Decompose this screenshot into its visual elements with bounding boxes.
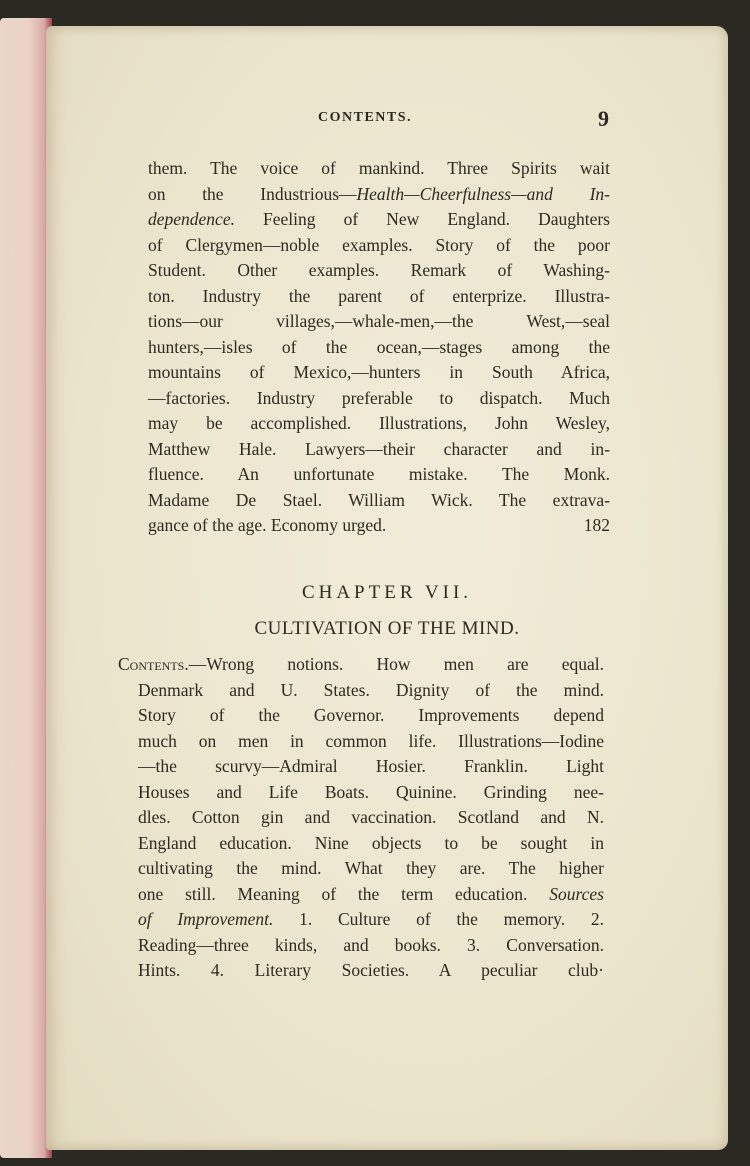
left-page-edge: [0, 18, 52, 1158]
text-line: Houses and Life Boats. Quinine. Grinding nee-: [138, 781, 604, 802]
text-line: —factories. Industry preferable to dispatch. Much: [148, 387, 610, 408]
text-line: —the scurvy—Admiral Hosier. Franklin. Light: [138, 756, 604, 776]
text-line: Denmark and U. States. Dignity of the mind.: [138, 679, 604, 700]
text-line: hunters,—isles of the ocean,—stages among the: [148, 336, 610, 357]
text-line: may be accomplished. Illustrations, John Wesley,: [148, 413, 610, 433]
chapter-title: CHAPTER VII.: [301, 582, 473, 603]
text-line: of Clergymen—noble examples. Story of the poor: [148, 234, 610, 255]
text-line: mountains of Mexico,—hunters in South Africa,: [148, 362, 610, 382]
book-page: [46, 26, 728, 1150]
text-line: Reading—three kinds, and books. 3. Conversation.: [138, 934, 604, 955]
text-line: them. The voice of mankind. Three Spirits wait: [148, 158, 610, 178]
text-line: Hints. 4. Literary Societies. A peculiar club·: [138, 960, 604, 980]
text-line: much on men in common life. Illustrations—Iodine: [138, 730, 604, 751]
text-line: of Improvement. 1. Culture of the memory. 2.: [138, 909, 604, 929]
page-reference: 182: [583, 515, 610, 535]
chapter-contents: [118, 652, 604, 678]
previous-chapter-contents: [148, 156, 610, 539]
text-line: one still. Meaning of the term education. Sources: [138, 883, 604, 904]
text-line: Contents.—Wrong notions. How men are equal.: [118, 654, 604, 674]
text-line: England education. Nine objects to be sought in: [138, 832, 604, 853]
text-line: tions—our villages,—whale-men,—the West,—seal: [148, 311, 610, 331]
chapter-subtitle: CULTIVATION OF THE MIND.: [254, 618, 520, 639]
text-line: dependence. Feeling of New England. Daughters: [148, 209, 610, 229]
text-line: Matthew Hale. Lawyers—their character and in-: [148, 438, 610, 459]
text-line: on the Industrious—Health—Cheerfulness—and In-: [148, 183, 610, 204]
page-number: 9: [598, 106, 609, 131]
text-line: ton. Industry the parent of enterprize. Illustra-: [148, 285, 610, 306]
running-title: CONTENTS.: [318, 110, 413, 125]
chapter-contents-indented: [138, 678, 604, 984]
text-line: cultivating the mind. What they are. The higher: [138, 858, 604, 878]
text-line: dles. Cotton gin and vaccination. Scotland and N.: [138, 807, 604, 827]
text-line: fluence. An unfortunate mistake. The Monk.: [148, 464, 610, 484]
text-line: gance of the age. Economy urged. 182: [148, 513, 610, 539]
contents-label: Contents.: [118, 654, 189, 674]
text-line: Madame De Stael. William Wick. The extrava-: [148, 489, 610, 510]
text-line: Story of the Governor. Improvements depend: [138, 705, 604, 725]
text-line: Student. Other examples. Remark of Washing-: [148, 260, 610, 280]
